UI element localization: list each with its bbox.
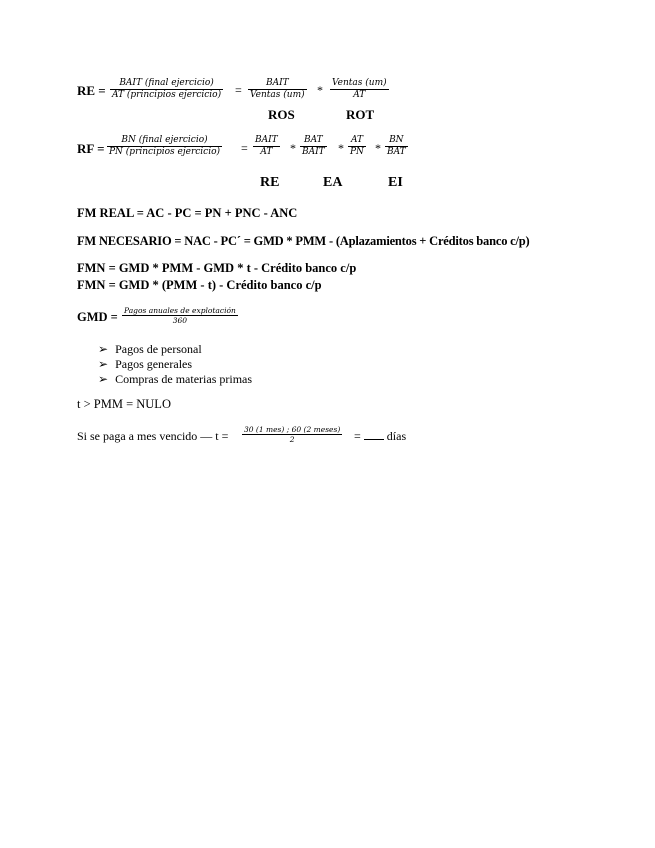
fm-real-formula: FM REAL = AC - PC = PN + PNC - ANC xyxy=(77,206,298,220)
rf-label: RF = xyxy=(77,141,105,156)
last-prefix: Si se paga a mes vencido — t = xyxy=(77,429,229,443)
rf-f3-numerator: BAT xyxy=(300,135,327,147)
rf-fraction-1 xyxy=(107,135,222,158)
re-equals: = xyxy=(235,83,242,97)
re-f3-numerator: Ventas (um) xyxy=(332,78,387,88)
rf-fraction-4 xyxy=(348,135,366,158)
arrow-bullet-icon: ➢ xyxy=(98,342,109,356)
gmd-fraction xyxy=(122,306,238,325)
re-label: RE = xyxy=(77,83,106,98)
rf-equals: = xyxy=(241,141,248,155)
re-f1-numerator: BAIT (final ejercicio) xyxy=(110,78,223,90)
re-under-rot: ROT xyxy=(346,107,375,122)
rf-f3-denominator: BAIT xyxy=(302,147,325,157)
re-fraction-3 xyxy=(330,78,389,101)
rf-f1-numerator: BN (final ejercicio) xyxy=(107,135,222,147)
last-denominator: 2 xyxy=(289,435,295,444)
re-fraction-2 xyxy=(248,78,307,101)
nulo-statement: t > PMM = NULO xyxy=(77,397,171,411)
fmn-formula-1: FMN = GMD * PMM - GMD * t - Crédito banco c/p xyxy=(77,261,357,275)
last-suffix: días xyxy=(386,429,407,443)
last-fraction xyxy=(242,425,342,444)
rf-f4-denominator: PN xyxy=(350,147,364,157)
bullet-item-personal xyxy=(98,342,202,357)
bullet-text: Pagos generales xyxy=(115,357,193,371)
re-times: * xyxy=(317,83,323,97)
rf-f5-numerator: BN xyxy=(385,135,408,147)
last-equals: = xyxy=(354,429,361,443)
rf-f1-denominator: PN (principios ejercicio) xyxy=(109,147,221,157)
re-fraction-1 xyxy=(110,78,223,101)
rf-fraction-3 xyxy=(300,135,327,158)
rf-f2-numerator: BAIT xyxy=(255,135,278,145)
bullet-item-materias xyxy=(98,372,252,387)
re-f1-denominator: AT (principios ejercicio) xyxy=(112,90,222,100)
gmd-denominator: 360 xyxy=(172,316,188,325)
rf-under-re: RE xyxy=(260,175,280,190)
last-numerator: 30 (1 mes) ; 60 (2 meses) xyxy=(244,425,341,434)
re-f2-denominator: Ventas (um) xyxy=(250,90,305,100)
rf-f5-denominator: BAT xyxy=(387,147,406,157)
bullet-text: Pagos de personal xyxy=(115,342,202,356)
rf-f4-numerator: AT xyxy=(348,135,366,147)
rf-times-1: * xyxy=(290,141,296,155)
rf-fraction-5 xyxy=(385,135,408,158)
rf-fraction-2 xyxy=(253,135,280,158)
rf-times-3: * xyxy=(375,141,381,155)
rf-under-ei: EI xyxy=(388,175,403,190)
bullet-item-generales xyxy=(98,357,192,372)
arrow-bullet-icon: ➢ xyxy=(98,357,109,371)
rf-times-2: * xyxy=(338,141,344,155)
last-equals-row xyxy=(354,429,406,444)
re-f2-numerator: BAIT xyxy=(248,78,307,90)
bullet-text: Compras de materias primas xyxy=(115,372,253,386)
arrow-bullet-icon: ➢ xyxy=(98,372,109,386)
re-under-ros: ROS xyxy=(268,107,295,122)
rf-f2-denominator: AT xyxy=(260,147,273,157)
rf-under-ea: EA xyxy=(323,175,343,190)
gmd-numerator: Pagos anuales de explotación xyxy=(124,306,236,315)
gmd-label: GMD = xyxy=(77,310,118,324)
re-f3-denominator: AT xyxy=(353,90,366,100)
answer-blank xyxy=(364,439,384,440)
fmn-formula-2: FMN = GMD * (PMM - t) - Crédito banco c/p xyxy=(77,278,322,292)
fm-necesario-formula: FM NECESARIO = NAC - PC´ = GMD * PMM - (Aplazamientos + Créditos banco c/p) xyxy=(77,234,530,248)
